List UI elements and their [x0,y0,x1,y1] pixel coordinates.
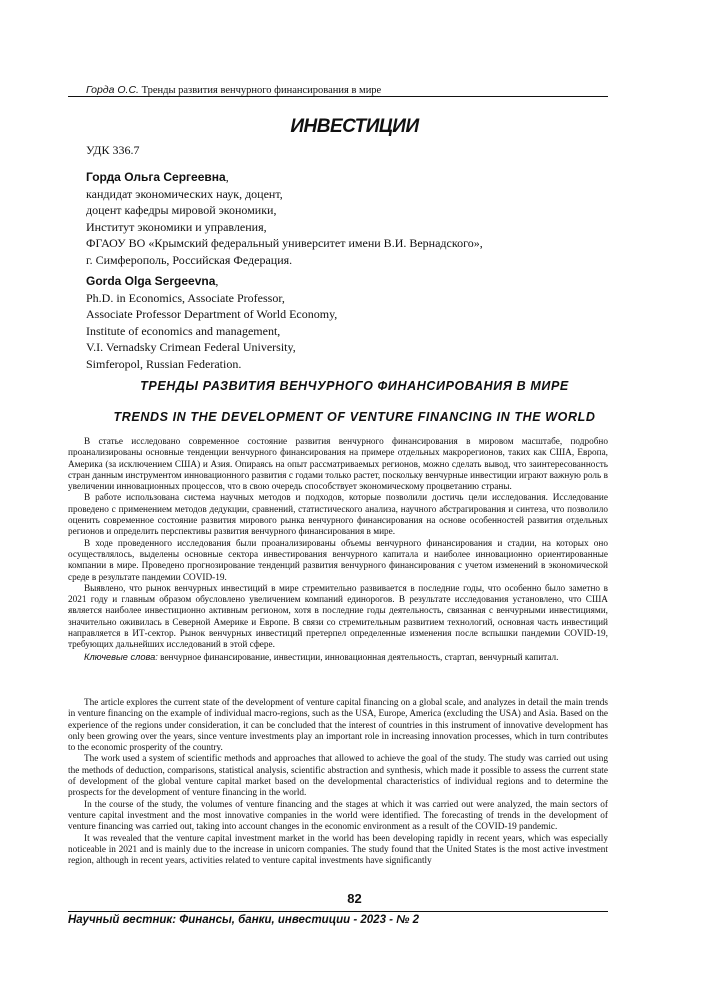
author-line-ru: Институт экономики и управления, [86,219,267,234]
article-title-en: TRENDS IN THE DEVELOPMENT OF VENTURE FINANCING IN THE WORLD [113,410,596,424]
author-line-ru: г. Симферополь, Российская Федерация. [86,252,293,267]
header-rule [68,96,608,97]
author-name-ru: Горда Ольга Сергеевна [86,170,226,184]
abstract-ru-paragraph: В работе использована система научных методов и подходов, которые позволили достичь цели исследования. Исследование проведено с применением методов дедукции, сравнений, статистического анализа, научного абстрагирования и синтеза, что позволило оценить современное состояние развития мирового рынка венчурного финансирования на основе особенностей развития отдельных регионов и определить перспективы развития венчурного финансирования в мире. [68,493,608,538]
abstract-en-paragraph: It was revealed that the venture capital investment market in the world has been developing rapidly in recent years, which was especially noticeable in 2021 and is mainly due to the increase in unicorn companies. The study found that the United States is the most active investment region, although in recent years, activities related to venture capital investments have significantly [68,833,608,867]
author-line-en: Associate Professor Department of World Economy, [86,307,338,321]
running-header-author: Горда О.С. [86,84,139,96]
abstract-ru-paragraph: В статье исследовано современное состояние развития венчурного финансирования в мировом масштабе, подробно проанализированы основные тенденции венчурного финансирования на примере отдельных макрорегионов, таких как США, Европа, Америка (за исключением США) и Азия. Опираясь на опыт рассматриваемых регионов, можно сделать вывод, что заинтересованность стран данным инструментом инновационного развития с годами только растет, поскольку венчурные инвестиции играют важную роль в увеличении инновационных процессов, что в свою очередь способствует экономическому процветанию страны. [68,437,608,493]
author-info-ru: Горда Ольга Сергеевна, кандидат экономических наук, доцент, доцент кафедры мировой экономики, Институт экономики и управления, ФГАОУ ВО «Крымский федеральный университет имени В.И. Вернадского», г. Симферополь, Российская Федерация. [86,170,483,267]
abstract-ru [68,437,608,664]
author-line-ru: доцент кафедры мировой экономики, [86,203,277,217]
section-heading: ИНВЕСТИЦИИ [290,116,419,137]
author-line-en: Simferopol, Russian Federation. [86,356,242,371]
author-line-ru: ФГАОУ ВО «Крымский федеральный университет имени В.И. Вернадского», [86,236,483,250]
running-header-title: Тренды развития венчурного финансирования в мире [141,85,382,96]
article-title-ru: ТРЕНДЫ РАЗВИТИЯ ВЕНЧУРНОГО ФИНАНСИРОВАНИЯ В МИРЕ [140,379,569,393]
author-line-en: Ph.D. in Economics, Associate Professor, [86,290,285,305]
page-number: 82 [347,891,362,906]
footer-rule [68,911,608,912]
author-info-en: Gorda Olga Sergeevna, Ph.D. in Economics, Associate Professor, Associate Professor Department of World Economy, Institute of economics and management, V.I. Vernadsky Crimean Federal University, Simferopol, Russian Federation. [86,274,338,371]
author-line-en: V.I. Vernadsky Crimean Federal University, [86,340,296,354]
author-line-ru: кандидат экономических наук, доцент, [86,186,283,201]
abstract-ru-paragraph: Выявлено, что рынок венчурных инвестиций в мире стремительно развивается в последние годы, что особенно было заметно в 2021 году и главным образом обусловлено увеличением компаний единорогов. В результате исследования установлено, что США является наиболее инвестиционно активным регионом, хотя в последние годы деятельность, связанная с венчурными инвестициями, значительно оживилась в Северной Америке и Европе. В связи со стремительным развитием технологий, основная часть инвестиций направляется в ИТ-сектор. Рынок венчурных инвестиций претерпел определенные изменения после вспышки пандемии COVID-19, требующих дальнейших исследований в этой сфере. [68,583,608,651]
running-header [86,84,381,96]
abstract-ru-paragraph: В ходе проведенного исследования были проанализированы объемы венчурного финансирования и стадии, на которых оно осуществлялось, выделены основные сектора инвестирования венчурного капитала и наиболее инновационно ориентированные компании в мире. Проведено прогнозирование тенденций развития венчурного финансирования с учетом изменений в экономической среде в результате пандемии COVID-19. [68,538,608,583]
author-name-en: Gorda Olga Sergeevna [86,274,216,288]
abstract-en [68,698,608,867]
udk-code: УДК 336.7 [86,143,140,157]
abstract-en-paragraph: The article explores the current state of the development of venture capital financing on a global scale, and analyzes in detail the main trends in venture financing on the example of individual macro-regions, such as the USA, Europe, America (excluding the USA) and Asia. Based on the experience of the regions under consideration, it can be concluded that the interest of countries in this instrument of innovative development has only been growing over the years, since venture investments play an important role in increasing innovation processes, which in turn contributes to the economic prosperity of the country. [68,698,608,754]
abstract-en-paragraph: In the course of the study, the volumes of venture financing and the stages at which it was carried out were analyzed, the main sectors of venture capital investment and the most innovative companies in the world were identified. The forecasting of trends in the development of venture financing was carried out, taking into account changes in the economic environment as a result of the COVID-19 pandemic. [68,799,608,833]
author-line-en: Institute of economics and management, [86,323,281,338]
abstract-en-paragraph: The work used a system of scientific methods and approaches that allowed to achieve the goal of the study. The study was carried out using the methods of deduction, comparisons, statistical analysis, scientific abstraction and synthesis, which made it possible to assess the current state of development of the global venture capital market based on the developmental characteristics of individual regions and to determine the prospects for the development of venture financing in the world. [68,754,608,799]
journal-footer: Научный вестник: Финансы, банки, инвестиции - 2023 - № 2 [68,914,419,926]
keywords-ru [68,652,608,664]
keywords-label: Ключевые слова: [84,651,158,662]
keywords-text: венчурное финансирование, инвестиции, инновационная деятельность, стартап, венчурный капитал. [157,652,559,663]
